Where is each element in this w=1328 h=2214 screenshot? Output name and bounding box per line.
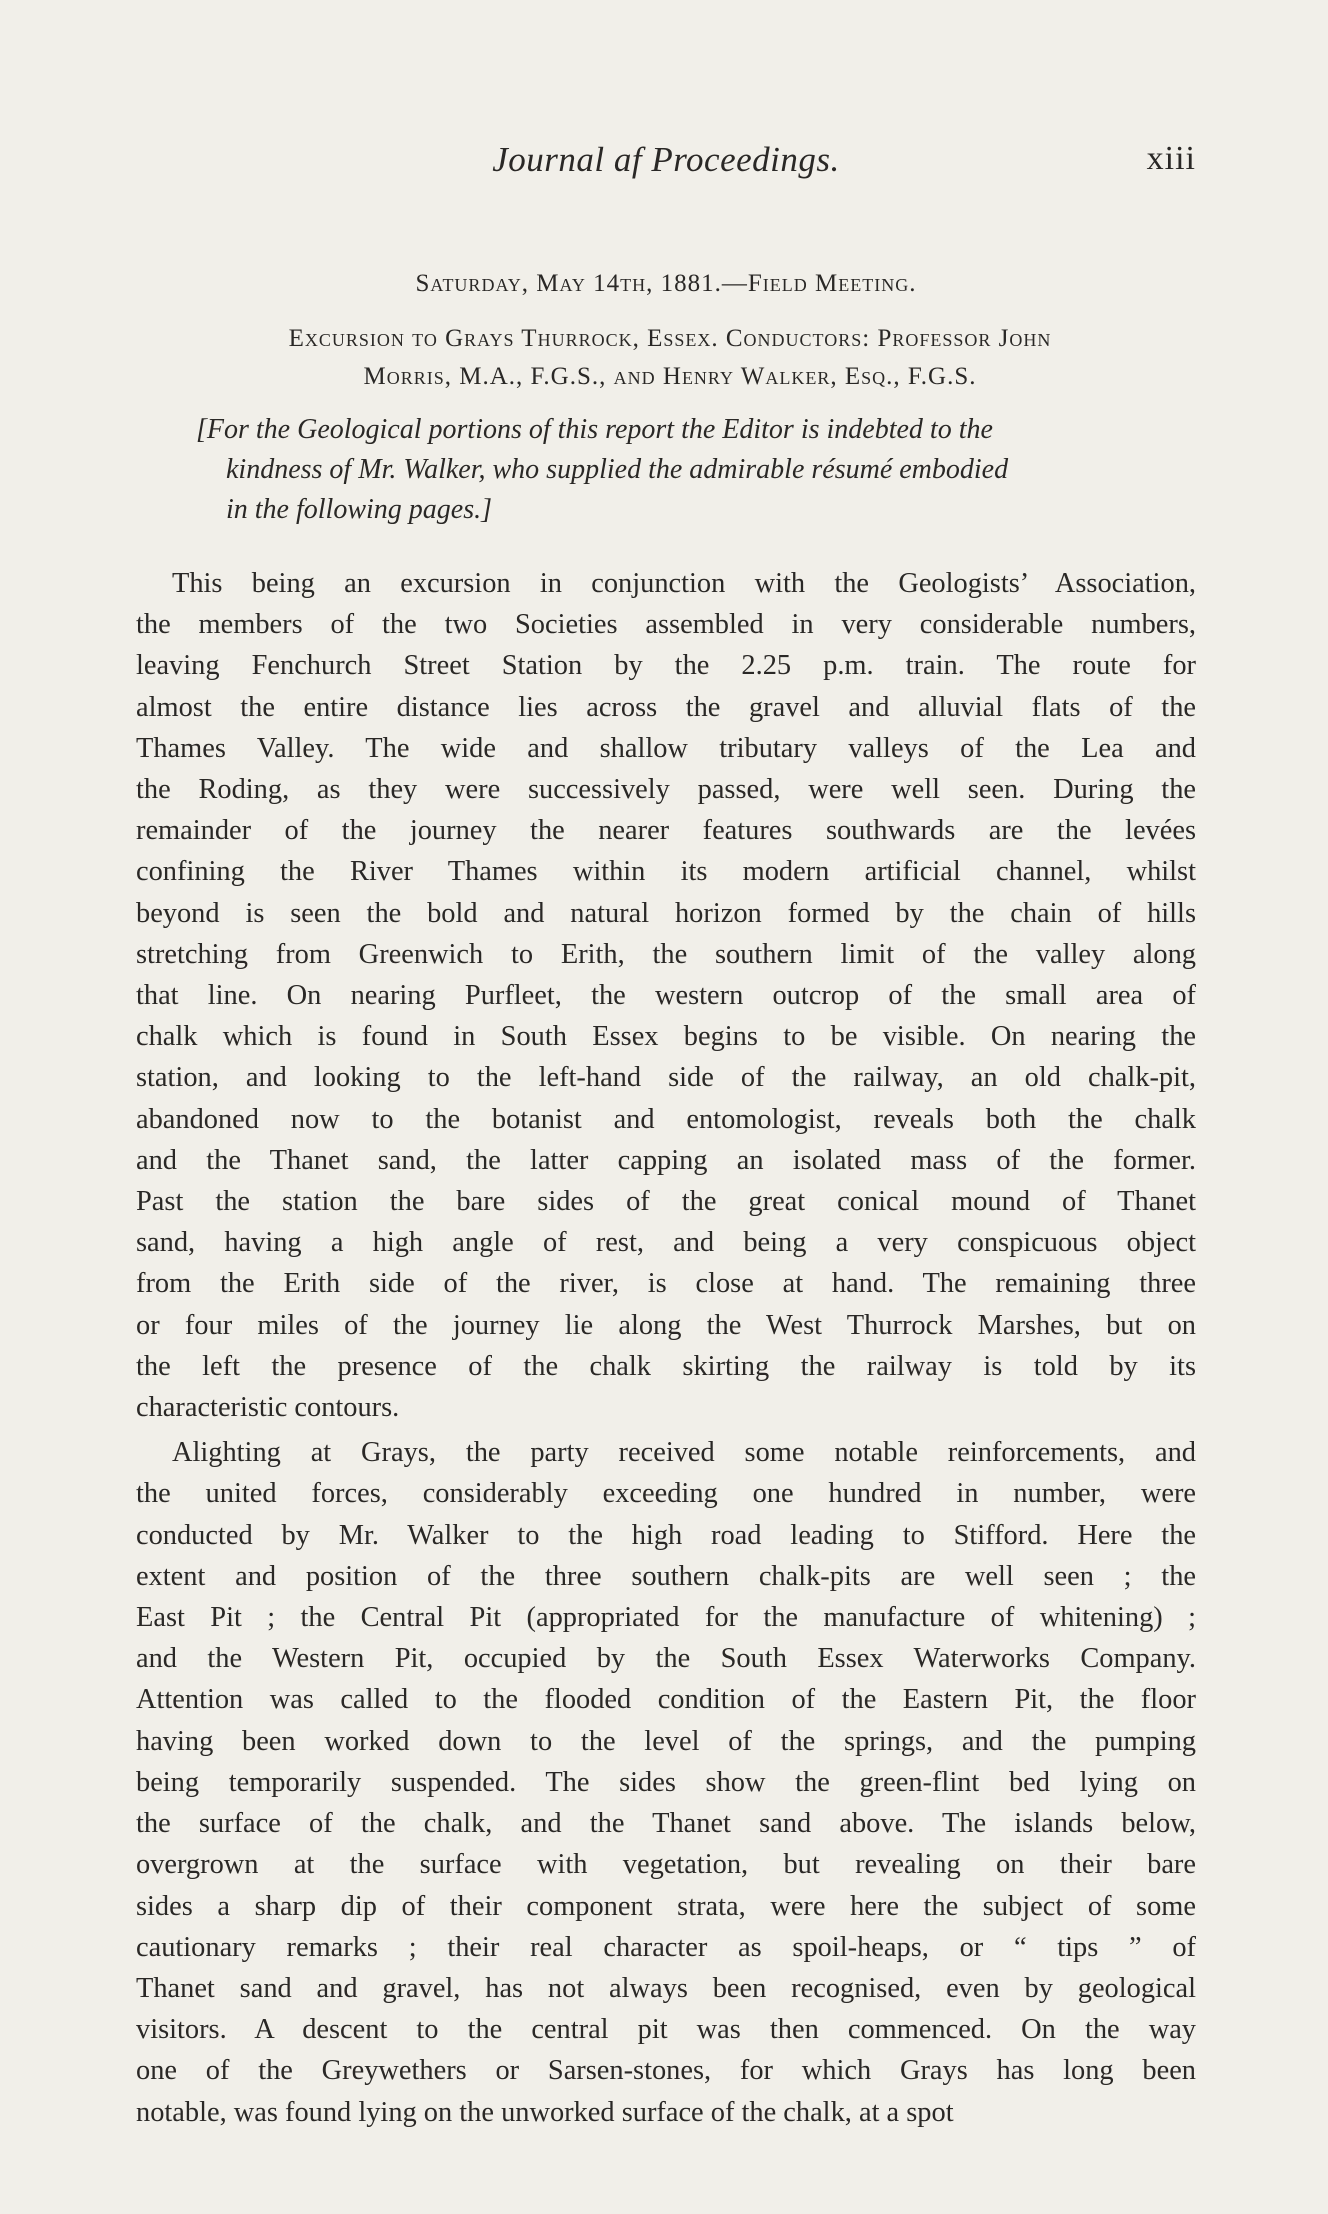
- paragraph-line: stretching from Greenwich to Erith, the southern limit of the valley along: [136, 938, 1196, 970]
- paragraph-line: characteristic contours.: [136, 1392, 400, 1424]
- paragraph-line: sides a sharp dip of their component strata, were here the subject of some: [136, 1890, 1196, 1922]
- paragraph-line: the Roding, as they were successively passed, were well seen. During the: [136, 774, 1196, 806]
- paragraph-line: Thanet sand and gravel, has not always been recognised, even by geological: [136, 1972, 1196, 2004]
- paragraph-line: This being an excursion in conjunction with the Geologists’ Association,: [172, 568, 1196, 599]
- paragraph-line: abandoned now to the botanist and entomologist, reveals both the chalk: [136, 1103, 1196, 1135]
- editor-note-line: [For the Geological portions of this report the Editor is indebted to the: [196, 414, 993, 445]
- paragraph-line: the members of the two Societies assembled in very considerable numbers,: [136, 609, 1196, 641]
- paragraph-line: from the Erith side of the river, is close at hand. The remaining three: [136, 1268, 1196, 1300]
- paragraph-line: chalk which is found in South Essex begins to be visible. On nearing the: [136, 1021, 1196, 1053]
- paragraph-line: Past the station the bare sides of the great conical mound of Thanet: [136, 1186, 1196, 1218]
- paragraph-line: visitors. A descent to the central pit was then commenced. On the way: [136, 2014, 1196, 2046]
- meeting-heading: Saturday, May 14th, 1881.—Field Meeting.: [415, 270, 917, 297]
- paragraph-line: beyond is seen the bold and natural horizon formed by the chain of hills: [136, 897, 1196, 929]
- paragraph-line: the surface of the chalk, and the Thanet sand above. The islands below,: [136, 1808, 1196, 1840]
- paragraph-line: sand, having a high angle of rest, and being a very conspicuous object: [136, 1227, 1196, 1259]
- paragraph-line: notable, was found lying on the unworked surface of the chalk, at a spot: [136, 2096, 954, 2128]
- excursion-heading: [150, 320, 1190, 396]
- paragraph-line: leaving Fenchurch Street Station by the 2.25 p.m. train. The route for: [136, 650, 1196, 682]
- paragraph-line: Thames Valley. The wide and shallow tributary valleys of the Lea and: [136, 732, 1196, 764]
- paragraph-line: and the Western Pit, occupied by the South Essex Waterworks Company.: [136, 1643, 1196, 1675]
- excursion-line: Morris, M.A., F.G.S., and Henry Walker, Esq., F.G.S.: [363, 363, 977, 390]
- paragraph-line: having been worked down to the level of the springs, and the pumping: [136, 1725, 1196, 1757]
- paragraph: [136, 1432, 1196, 2132]
- paragraph-line: East Pit ; the Central Pit (appropriated for the manufacture of whitening) ;: [136, 1602, 1196, 1634]
- paragraph-line: that line. On nearing Purfleet, the western outcrop of the small area of: [136, 980, 1196, 1012]
- excursion-line: Excursion to Grays Thurrock, Essex. Conductors: Professor John: [288, 325, 1052, 352]
- running-head: [136, 140, 1196, 190]
- paragraph-line: the united forces, considerably exceeding one hundred in number, were: [136, 1478, 1196, 1510]
- paragraph-line: station, and looking to the left-hand side of the railway, an old chalk-pit,: [136, 1062, 1196, 1094]
- paragraph-line: conducted by Mr. Walker to the high road leading to Stifford. Here the: [136, 1519, 1196, 1551]
- paragraph-line: confining the River Thames within its modern artificial channel, whilst: [136, 856, 1196, 888]
- running-title: Journal af Proceedings.: [492, 140, 840, 179]
- body-text: [136, 563, 1196, 2133]
- paragraph: [136, 563, 1196, 1428]
- editor-note: [196, 410, 1196, 530]
- editor-note-line: kindness of Mr. Walker, who supplied the admirable résumé embodied: [226, 454, 1009, 485]
- paragraph-line: one of the Greywethers or Sarsen-stones, for which Grays has long been: [136, 2055, 1196, 2087]
- paragraph-line: remainder of the journey the nearer features southwards are the levées: [136, 815, 1196, 847]
- paragraph-line: or four miles of the journey lie along the West Thurrock Marshes, but on: [136, 1309, 1196, 1341]
- paragraph-line: being temporarily suspended. The sides show the green-flint bed lying on: [136, 1766, 1196, 1798]
- paragraph-line: overgrown at the surface with vegetation, but revealing on their bare: [136, 1849, 1196, 1881]
- paragraph-line: and the Thanet sand, the latter capping an isolated mass of the former.: [136, 1144, 1196, 1176]
- paragraph-line: Attention was called to the flooded condition of the Eastern Pit, the floor: [136, 1684, 1196, 1716]
- paragraph-line: extent and position of the three southern chalk-pits are well seen ; the: [136, 1560, 1196, 1592]
- paragraph-line: Alighting at Grays, the party received some notable reinforcements, and: [172, 1437, 1196, 1469]
- paragraph-line: almost the entire distance lies across the gravel and alluvial flats of the: [136, 691, 1196, 723]
- editor-note-line: in the following pages.]: [226, 494, 492, 525]
- page-number: xiii: [1146, 140, 1196, 177]
- paragraph-line: the left the presence of the chalk skirting the railway is told by its: [136, 1350, 1196, 1382]
- paragraph-line: cautionary remarks ; their real character as spoil-heaps, or “ tips ” of: [136, 1931, 1196, 1963]
